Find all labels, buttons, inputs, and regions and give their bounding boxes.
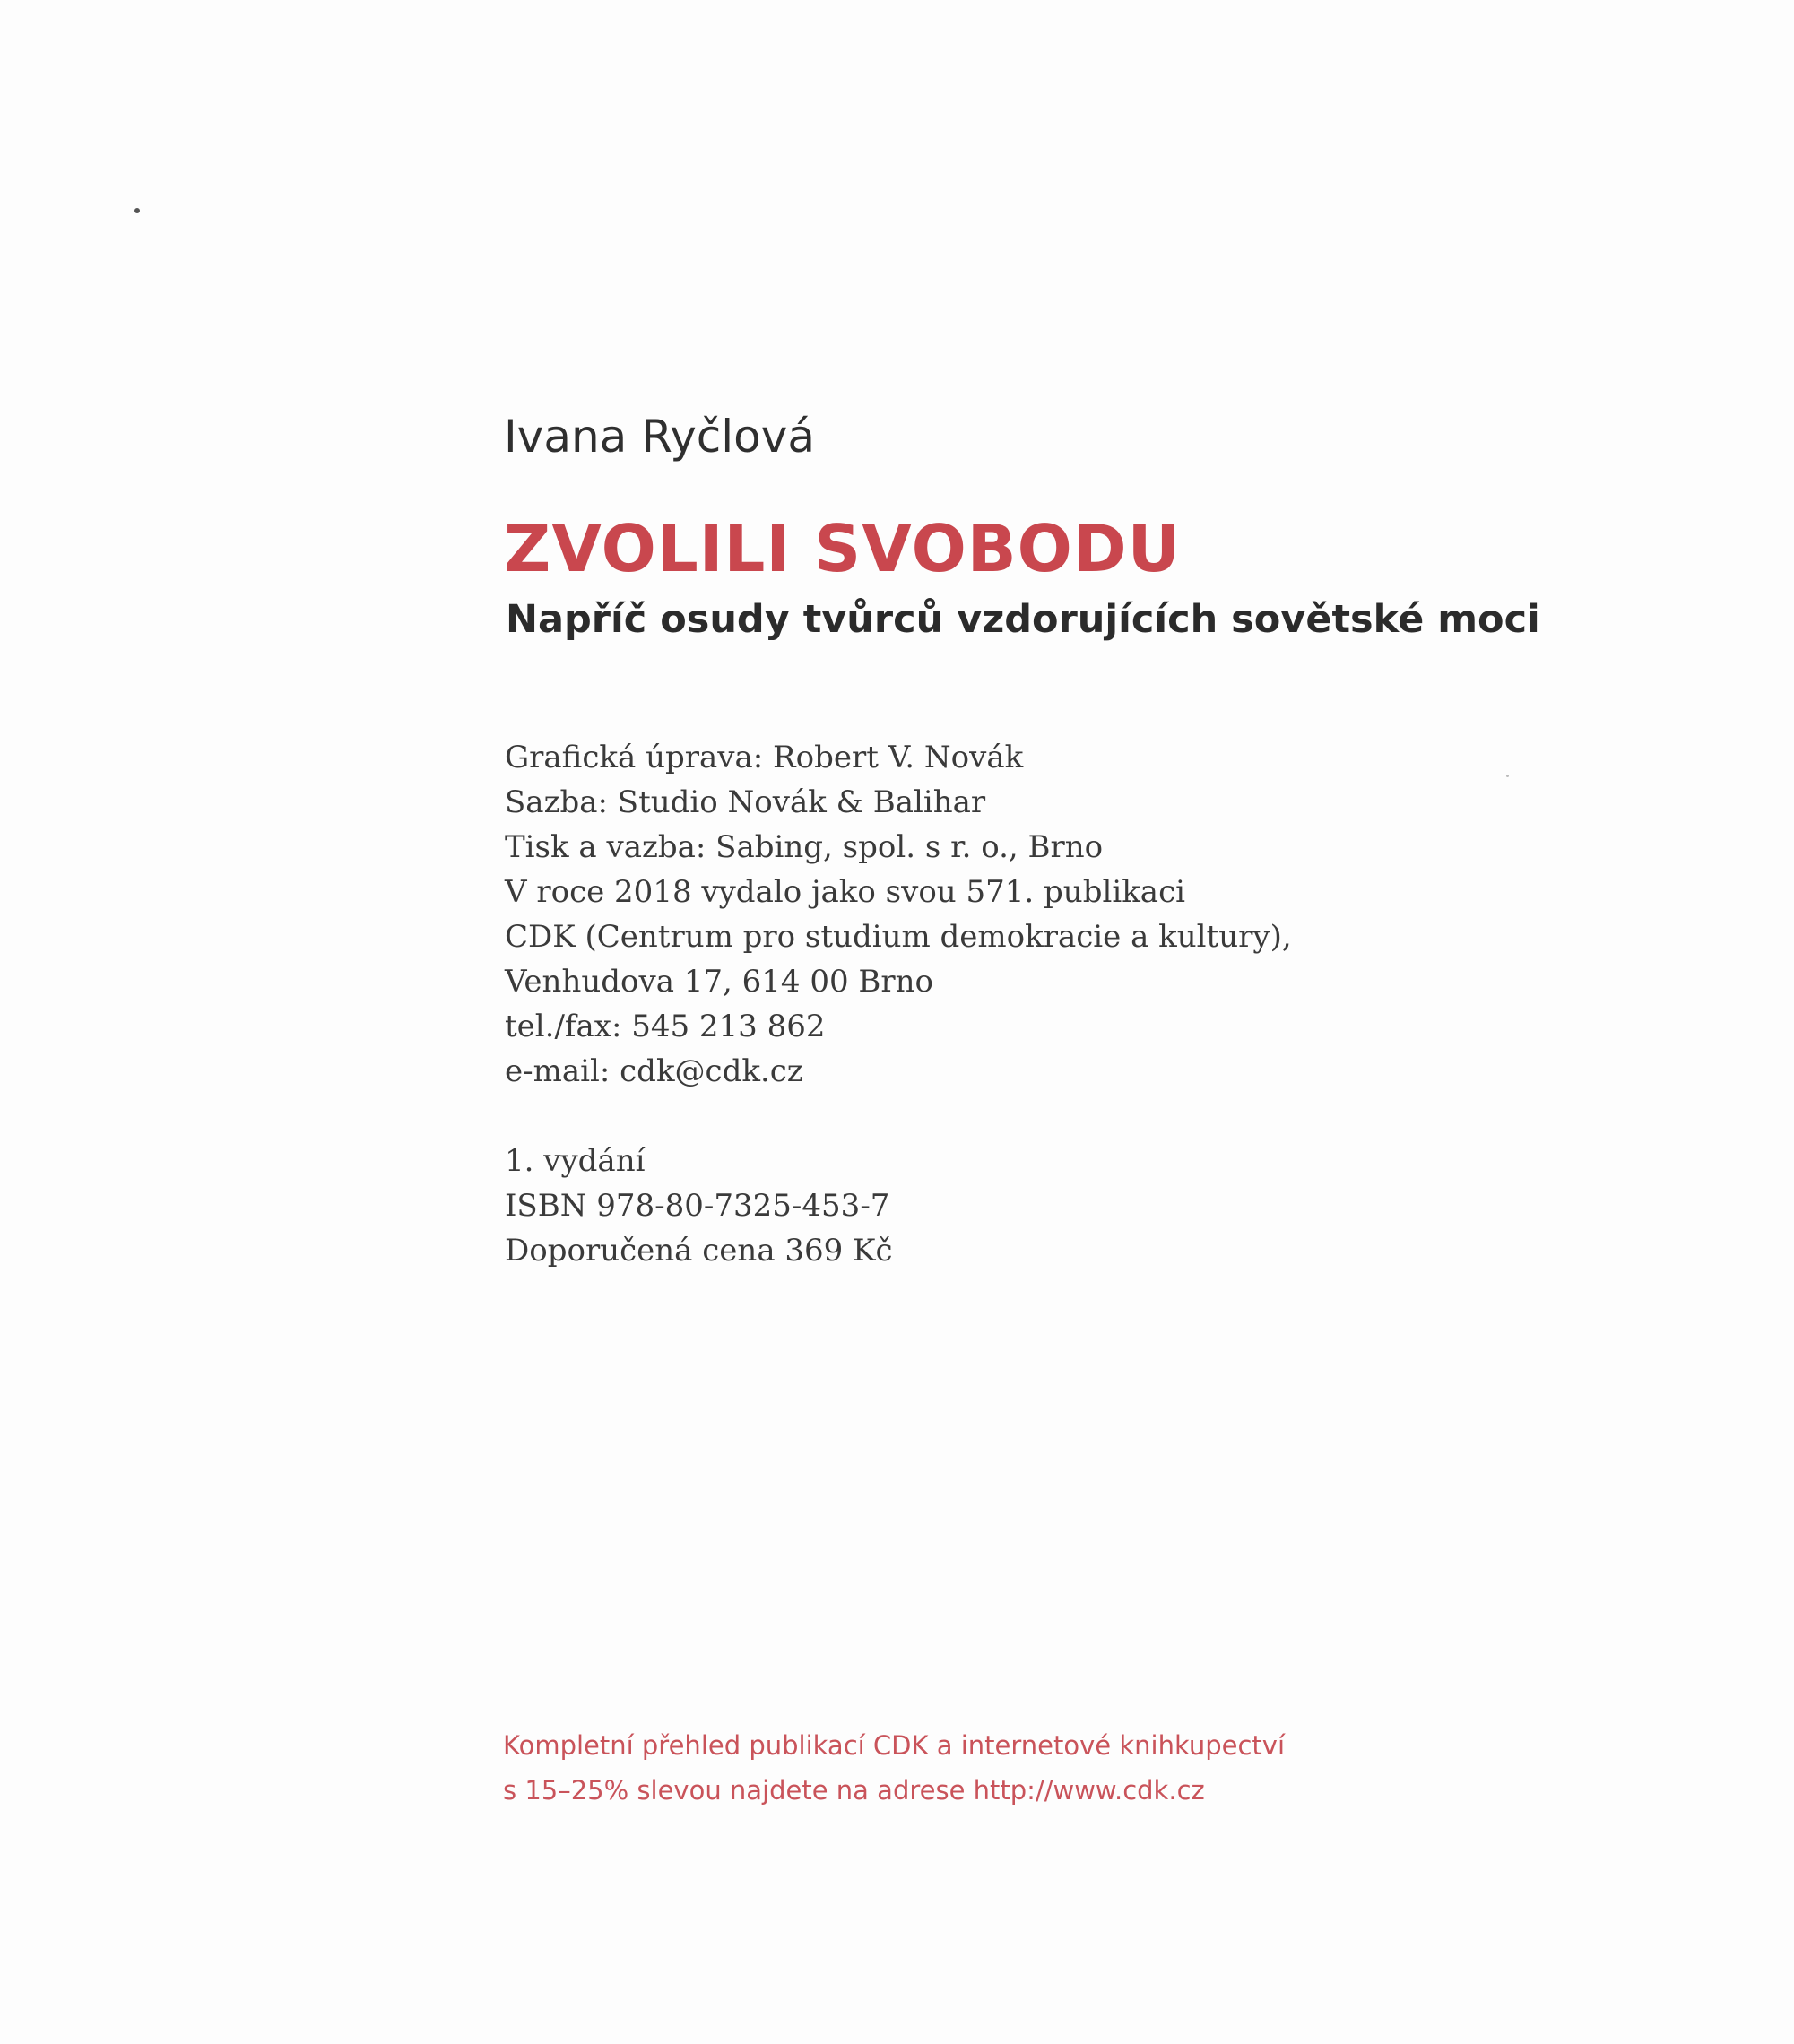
publisher-notice bbox=[503, 1723, 1285, 1813]
imprint-block bbox=[505, 735, 1292, 1094]
imprint-line: Sazba: Studio Novák & Balihar bbox=[505, 784, 986, 820]
imprint-line: V roce 2018 vydalo jako svou 571. publikaci bbox=[505, 874, 1185, 910]
scan-speck bbox=[134, 208, 140, 213]
imprint-line: Tisk a vazba: Sabing, spol. s r. o., Brno bbox=[505, 829, 1104, 865]
imprint-line: Grafická úprava: Robert V. Novák bbox=[505, 740, 1024, 775]
notice-line: s 15–25% slevou najdete na adrese http://www.cdk.cz bbox=[503, 1775, 1205, 1806]
imprint-line: CDK (Centrum pro studium demokracie a kultury), bbox=[505, 919, 1292, 955]
imprint-line: e-mail: cdk@cdk.cz bbox=[505, 1053, 803, 1089]
imprint-line: tel./fax: 545 213 862 bbox=[505, 1009, 826, 1044]
imprint-line: Venhudova 17, 614 00 Brno bbox=[505, 964, 934, 1000]
price-line: Doporučená cena 369 Kč bbox=[505, 1233, 893, 1269]
book-title: ZVOLILI SVOBODU bbox=[504, 511, 1182, 586]
isbn-line: ISBN 978-80-7325-453-7 bbox=[505, 1188, 890, 1224]
book-subtitle: Napříč osudy tvůrců vzdorujících sovětské moci bbox=[506, 597, 1540, 642]
edition-line: 1. vydání bbox=[505, 1143, 646, 1179]
notice-line: Kompletní přehled publikací CDK a internetové knihkupectví bbox=[503, 1730, 1286, 1761]
scan-speck bbox=[1506, 775, 1509, 777]
author-name: Ivana Ryčlová bbox=[504, 411, 815, 463]
edition-block bbox=[505, 1139, 893, 1273]
